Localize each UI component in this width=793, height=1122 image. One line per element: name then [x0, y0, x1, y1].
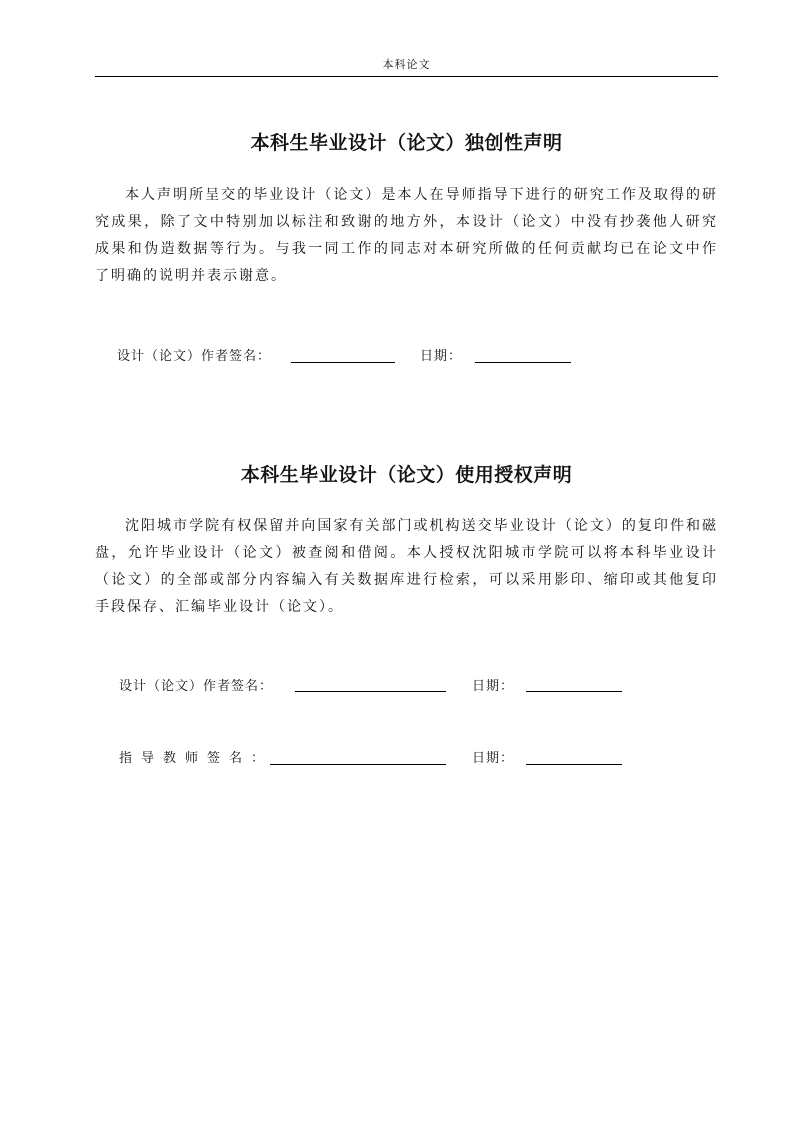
declaration-date-label: 日期： — [420, 349, 463, 364]
originality-declaration-title: 本科生毕业设计（论文）独创性声明 — [250, 132, 563, 154]
authorization-author-date-line[interactable] — [526, 691, 622, 692]
advisor-date-line[interactable] — [526, 764, 622, 765]
authorization-author-date-label: 日期： — [472, 679, 515, 694]
advisor-date-label: 日期： — [472, 751, 515, 766]
header-divider — [95, 76, 718, 77]
page-header: 本科论文 — [382, 58, 431, 71]
authorization-author-signature-line[interactable] — [295, 691, 446, 692]
originality-declaration-body: 本人声明所呈交的毕业设计（论文）是本人在导师指导下进行的研究工作及取得的研究成果，除了文中特别加以标注和致谢的地方外，本设计（论文）中没有抄袭他人研究成果和伪造数据等行为。与我一同工作的同志对本研究所做的任何贡献均已在论文中作了明确的说明并表示谢意。 — [95, 187, 718, 284]
advisor-signature-line[interactable] — [270, 764, 446, 765]
authorization-declaration-body: 沈阳城市学院有权保留并向国家有关部门或机构送交毕业设计（论文）的复印件和磁盘，允许毕业设计（论文）被查阅和借阅。本人授权沈阳城市学院可以将本科毕业设计（论文）的全部或部分内容编入有关数据库进行检索，可以采用影印、缩印或其他复印手段保存、汇编毕业设计（论文）。 — [95, 518, 718, 615]
authorization-declaration-title: 本科生毕业设计（论文）使用授权声明 — [240, 464, 573, 486]
declaration-date-line[interactable] — [475, 362, 571, 363]
declaration-author-signature-label: 设计（论文）作者签名： — [117, 349, 272, 364]
declaration-author-signature-line[interactable] — [291, 362, 395, 363]
advisor-signature-label: 指导教师签名： — [119, 751, 274, 766]
authorization-author-signature-label: 设计（论文）作者签名： — [119, 679, 274, 694]
